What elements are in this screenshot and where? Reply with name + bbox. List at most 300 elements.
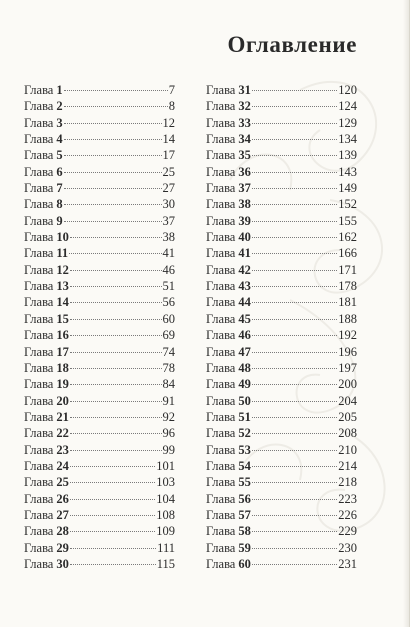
chapter-number: 12 <box>56 262 69 277</box>
chapter-number: 23 <box>56 442 69 457</box>
chapter-number: 29 <box>56 540 69 555</box>
toc-entry <box>24 196 175 212</box>
dot-leader <box>252 319 337 320</box>
chapter-word: Глава <box>24 115 54 130</box>
toc-entry <box>206 376 357 392</box>
chapter-word: Глава <box>206 344 236 359</box>
dot-leader <box>252 237 337 238</box>
chapter-word: Глава <box>24 360 54 375</box>
page-number: 218 <box>338 475 357 490</box>
page-number: 200 <box>338 377 357 392</box>
page-number: 124 <box>338 99 357 114</box>
chapter-word: Глава <box>206 442 236 457</box>
chapter-number: 22 <box>56 426 69 441</box>
dot-leader <box>64 221 162 222</box>
dot-leader <box>70 531 155 532</box>
toc-entry <box>206 425 357 441</box>
chapter-number: 4 <box>56 132 63 147</box>
chapter-number: 40 <box>238 230 251 245</box>
toc-entry <box>24 311 175 327</box>
page-number: 46 <box>162 262 175 277</box>
dot-leader <box>252 482 337 483</box>
page-number: 134 <box>338 132 357 147</box>
dot-leader <box>70 335 162 336</box>
page-number: 92 <box>162 409 175 424</box>
page-number: 197 <box>338 360 357 375</box>
dot-leader <box>252 172 337 173</box>
toc-entry <box>206 245 357 261</box>
chapter-number: 10 <box>56 230 69 245</box>
chapter-number: 17 <box>56 344 69 359</box>
page-number: 120 <box>338 83 357 97</box>
page-number: 149 <box>338 181 357 196</box>
page-number: 101 <box>156 458 175 473</box>
page-number: 208 <box>338 426 357 441</box>
toc-entry <box>206 98 357 114</box>
toc-entry <box>24 115 175 131</box>
page-number: 41 <box>162 246 175 261</box>
toc-entry <box>24 458 175 474</box>
dot-leader <box>64 106 168 107</box>
chapter-word: Глава <box>24 409 54 424</box>
dot-leader <box>70 466 155 467</box>
chapter-word: Глава <box>24 507 54 522</box>
dot-leader <box>252 450 337 451</box>
chapter-number: 2 <box>56 99 63 114</box>
chapter-word: Глава <box>206 213 236 228</box>
page-number: 205 <box>338 409 357 424</box>
toc-entry <box>24 327 175 343</box>
toc-entry <box>206 327 357 343</box>
chapter-word: Глава <box>206 409 236 424</box>
dot-leader <box>70 515 155 516</box>
chapter-number: 46 <box>238 328 251 343</box>
toc-entry <box>24 278 175 294</box>
chapter-number: 8 <box>56 197 63 212</box>
chapter-word: Глава <box>24 540 54 555</box>
page-number: 129 <box>338 115 357 130</box>
toc-entry <box>206 180 357 196</box>
toc-entry <box>24 409 175 425</box>
toc-entry <box>24 393 175 409</box>
chapter-number: 9 <box>56 213 63 228</box>
page-number: 69 <box>162 328 175 343</box>
dot-leader <box>64 204 162 205</box>
chapter-number: 16 <box>56 328 69 343</box>
chapter-number: 19 <box>56 377 69 392</box>
toc-entry <box>24 82 175 98</box>
dot-leader <box>252 499 337 500</box>
page-number: 17 <box>162 148 175 163</box>
page-number: 60 <box>162 311 175 326</box>
chapter-word: Глава <box>206 279 236 294</box>
page-number: 230 <box>338 540 357 555</box>
page-number: 178 <box>338 279 357 294</box>
chapter-number: 60 <box>238 556 251 571</box>
toc-entry <box>24 147 175 163</box>
dot-leader <box>252 253 337 254</box>
toc-entry <box>206 229 357 245</box>
page-number: 111 <box>157 540 175 555</box>
toc-entry <box>206 196 357 212</box>
chapter-word: Глава <box>24 213 54 228</box>
dot-leader <box>252 155 337 156</box>
toc-title: Оглавление <box>227 32 357 57</box>
chapter-word: Глава <box>206 246 236 261</box>
page-number: 196 <box>338 344 357 359</box>
dot-leader <box>64 90 168 91</box>
chapter-number: 13 <box>56 279 69 294</box>
chapter-number: 31 <box>238 83 251 97</box>
chapter-word: Глава <box>24 132 54 147</box>
toc-entry <box>206 213 357 229</box>
dot-leader <box>70 384 162 385</box>
page-number: 8 <box>168 99 175 114</box>
chapter-number: 37 <box>238 181 251 196</box>
toc-entry <box>206 491 357 507</box>
page-number: 78 <box>162 360 175 375</box>
dot-leader <box>252 368 337 369</box>
chapter-number: 28 <box>56 524 69 539</box>
chapter-word: Глава <box>206 115 236 130</box>
chapter-word: Глава <box>24 344 54 359</box>
chapter-number: 58 <box>238 524 251 539</box>
dot-leader <box>70 237 162 238</box>
chapter-word: Глава <box>206 475 236 490</box>
toc-entry <box>206 556 357 572</box>
chapter-number: 26 <box>56 491 69 506</box>
chapter-word: Глава <box>24 295 54 310</box>
page-number: 56 <box>162 295 175 310</box>
dot-leader <box>64 172 162 173</box>
toc-entry <box>24 523 175 539</box>
page-number: 155 <box>338 213 357 228</box>
toc-entry <box>206 409 357 425</box>
toc-entry <box>24 245 175 261</box>
toc-entry <box>24 507 175 523</box>
page-number: 210 <box>338 442 357 457</box>
page-number: 25 <box>162 164 175 179</box>
chapter-word: Глава <box>206 148 236 163</box>
chapter-number: 34 <box>238 132 251 147</box>
dot-leader <box>252 204 337 205</box>
toc-entry <box>206 262 357 278</box>
page-number: 99 <box>162 442 175 457</box>
toc-entry <box>206 115 357 131</box>
chapter-number: 54 <box>238 458 251 473</box>
dot-leader <box>252 188 337 189</box>
toc-entry <box>24 229 175 245</box>
chapter-word: Глава <box>206 328 236 343</box>
toc-entry <box>24 98 175 114</box>
dot-leader <box>252 384 337 385</box>
chapter-number: 39 <box>238 213 251 228</box>
page-number: 162 <box>338 230 357 245</box>
chapter-word: Глава <box>24 491 54 506</box>
page-number: 7 <box>168 83 175 97</box>
toc-entry <box>206 131 357 147</box>
dot-leader <box>252 564 337 565</box>
chapter-word: Глава <box>24 230 54 245</box>
page-number: 96 <box>162 426 175 441</box>
dot-leader <box>70 286 162 287</box>
toc-entry <box>24 474 175 490</box>
page-number: 214 <box>338 458 357 473</box>
page-number: 109 <box>156 524 175 539</box>
dot-leader <box>70 499 155 500</box>
chapter-number: 32 <box>238 99 251 114</box>
chapter-word: Глава <box>24 426 54 441</box>
dot-leader <box>70 450 162 451</box>
chapter-number: 38 <box>238 197 251 212</box>
chapter-word: Глава <box>24 197 54 212</box>
dot-leader <box>70 270 162 271</box>
chapter-word: Глава <box>206 99 236 114</box>
page-number: 108 <box>156 507 175 522</box>
chapter-word: Глава <box>24 148 54 163</box>
dot-leader <box>64 139 162 140</box>
chapter-number: 43 <box>238 279 251 294</box>
dot-leader <box>252 401 337 402</box>
dot-leader <box>252 139 337 140</box>
page-number: 30 <box>162 197 175 212</box>
dot-leader <box>252 417 337 418</box>
toc-entry <box>24 442 175 458</box>
chapter-number: 55 <box>238 475 251 490</box>
dot-leader <box>70 482 155 483</box>
chapter-number: 7 <box>56 181 63 196</box>
page-number: 27 <box>162 181 175 196</box>
chapter-word: Глава <box>206 507 236 522</box>
chapter-word: Глава <box>206 377 236 392</box>
page-number: 74 <box>162 344 175 359</box>
dot-leader <box>252 352 337 353</box>
page-number: 231 <box>338 556 357 571</box>
dot-leader <box>70 548 156 549</box>
chapter-number: 56 <box>238 491 251 506</box>
chapter-number: 53 <box>238 442 251 457</box>
chapter-number: 57 <box>238 507 251 522</box>
chapter-number: 6 <box>56 164 63 179</box>
dot-leader <box>64 155 162 156</box>
toc-entry <box>206 360 357 376</box>
toc-entry <box>24 556 175 572</box>
chapter-number: 51 <box>238 409 251 424</box>
chapter-number: 15 <box>56 311 69 326</box>
dot-leader <box>70 352 162 353</box>
toc-right-column <box>206 82 357 572</box>
page-number: 37 <box>162 213 175 228</box>
page-number: 192 <box>338 328 357 343</box>
chapter-word: Глава <box>24 279 54 294</box>
chapter-word: Глава <box>24 556 54 571</box>
chapter-word: Глава <box>206 262 236 277</box>
dot-leader <box>70 417 162 418</box>
chapter-number: 27 <box>56 507 69 522</box>
toc-entry <box>206 278 357 294</box>
dot-leader <box>70 564 156 565</box>
chapter-number: 59 <box>238 540 251 555</box>
chapter-number: 20 <box>56 393 69 408</box>
chapter-number: 5 <box>56 148 63 163</box>
toc-entry <box>206 147 357 163</box>
toc-entry <box>206 507 357 523</box>
page-number: 115 <box>156 556 175 571</box>
dot-leader <box>252 123 337 124</box>
chapter-word: Глава <box>206 458 236 473</box>
chapter-number: 47 <box>238 344 251 359</box>
chapter-word: Глава <box>206 230 236 245</box>
chapter-number: 18 <box>56 360 69 375</box>
toc-entry <box>24 213 175 229</box>
chapter-word: Глава <box>24 181 54 196</box>
chapter-word: Глава <box>24 99 54 114</box>
chapter-word: Глава <box>206 556 236 571</box>
chapter-word: Глава <box>206 524 236 539</box>
toc-entry <box>206 82 357 98</box>
page-number: 204 <box>338 393 357 408</box>
chapter-word: Глава <box>206 540 236 555</box>
chapter-word: Глава <box>24 442 54 457</box>
chapter-word: Глава <box>24 311 54 326</box>
toc-entry <box>206 344 357 360</box>
toc-entry <box>206 540 357 556</box>
chapter-word: Глава <box>206 197 236 212</box>
page-number: 38 <box>162 230 175 245</box>
dot-leader <box>70 433 162 434</box>
chapter-word: Глава <box>206 295 236 310</box>
chapter-word: Глава <box>206 393 236 408</box>
chapter-word: Глава <box>24 262 54 277</box>
dot-leader <box>252 548 337 549</box>
dot-leader <box>70 302 162 303</box>
chapter-word: Глава <box>206 164 236 179</box>
page-number: 51 <box>162 279 175 294</box>
chapter-number: 49 <box>238 377 251 392</box>
page-number: 229 <box>338 524 357 539</box>
page-number: 84 <box>162 377 175 392</box>
toc-entry <box>24 180 175 196</box>
chapter-number: 3 <box>56 115 63 130</box>
chapter-word: Глава <box>24 475 54 490</box>
chapter-number: 30 <box>56 556 69 571</box>
dot-leader <box>252 466 337 467</box>
toc-entry <box>24 262 175 278</box>
page-number: 12 <box>162 115 175 130</box>
page-number: 226 <box>338 507 357 522</box>
chapter-word: Глава <box>206 360 236 375</box>
toc-entry <box>24 376 175 392</box>
chapter-word: Глава <box>206 491 236 506</box>
chapter-number: 21 <box>56 409 69 424</box>
toc-entry <box>206 164 357 180</box>
dot-leader <box>252 531 337 532</box>
chapter-number: 41 <box>238 246 251 261</box>
page-number: 14 <box>162 132 175 147</box>
toc-entry <box>24 540 175 556</box>
chapter-word: Глава <box>206 311 236 326</box>
toc-entry <box>206 523 357 539</box>
chapter-word: Глава <box>24 458 54 473</box>
chapter-number: 42 <box>238 262 251 277</box>
toc-left-column <box>24 82 175 572</box>
chapter-number: 48 <box>238 360 251 375</box>
toc-entry <box>24 294 175 310</box>
page-number: 152 <box>338 197 357 212</box>
chapter-number: 25 <box>56 475 69 490</box>
dot-leader <box>252 106 337 107</box>
dot-leader <box>252 302 337 303</box>
toc-entry <box>24 491 175 507</box>
dot-leader <box>252 221 337 222</box>
chapter-number: 33 <box>238 115 251 130</box>
page-number: 139 <box>338 148 357 163</box>
dot-leader <box>252 335 337 336</box>
dot-leader <box>252 90 337 91</box>
chapter-word: Глава <box>24 524 54 539</box>
chapter-word: Глава <box>24 328 54 343</box>
page-number: 166 <box>338 246 357 261</box>
toc-entry <box>206 442 357 458</box>
toc-entry <box>24 164 175 180</box>
toc-entry <box>206 458 357 474</box>
chapter-number: 50 <box>238 393 251 408</box>
toc-entry <box>24 425 175 441</box>
page-number: 103 <box>156 475 175 490</box>
dot-leader <box>70 401 162 402</box>
page-number: 91 <box>162 393 175 408</box>
chapter-number: 52 <box>238 426 251 441</box>
chapter-word: Глава <box>24 377 54 392</box>
page-number: 143 <box>338 164 357 179</box>
chapter-word: Глава <box>24 393 54 408</box>
toc-entry <box>206 474 357 490</box>
chapter-number: 35 <box>238 148 251 163</box>
chapter-number: 36 <box>238 164 251 179</box>
page-edge-shadow <box>403 0 409 627</box>
chapter-word: Глава <box>206 132 236 147</box>
chapter-word: Глава <box>24 164 54 179</box>
page-number: 171 <box>338 262 357 277</box>
dot-leader <box>69 253 161 254</box>
toc-entry <box>206 393 357 409</box>
chapter-number: 44 <box>238 295 251 310</box>
chapter-word: Глава <box>206 426 236 441</box>
chapter-word: Глава <box>206 83 236 97</box>
dot-leader <box>64 188 162 189</box>
chapter-number: 45 <box>238 311 251 326</box>
chapter-number: 11 <box>56 246 69 261</box>
page-number: 104 <box>156 491 175 506</box>
chapter-word: Глава <box>206 181 236 196</box>
toc-entry <box>206 311 357 327</box>
toc-entry <box>206 294 357 310</box>
chapter-number: 1 <box>56 83 63 97</box>
dot-leader <box>252 286 337 287</box>
dot-leader <box>70 319 162 320</box>
chapter-word: Глава <box>24 246 54 261</box>
dot-leader <box>252 515 337 516</box>
chapter-word: Глава <box>24 83 54 97</box>
dot-leader <box>64 123 162 124</box>
page-number: 223 <box>338 491 357 506</box>
page-number: 181 <box>338 295 357 310</box>
dot-leader <box>252 270 337 271</box>
dot-leader <box>70 368 162 369</box>
chapter-number: 24 <box>56 458 69 473</box>
toc-entry <box>24 344 175 360</box>
toc-entry <box>24 360 175 376</box>
